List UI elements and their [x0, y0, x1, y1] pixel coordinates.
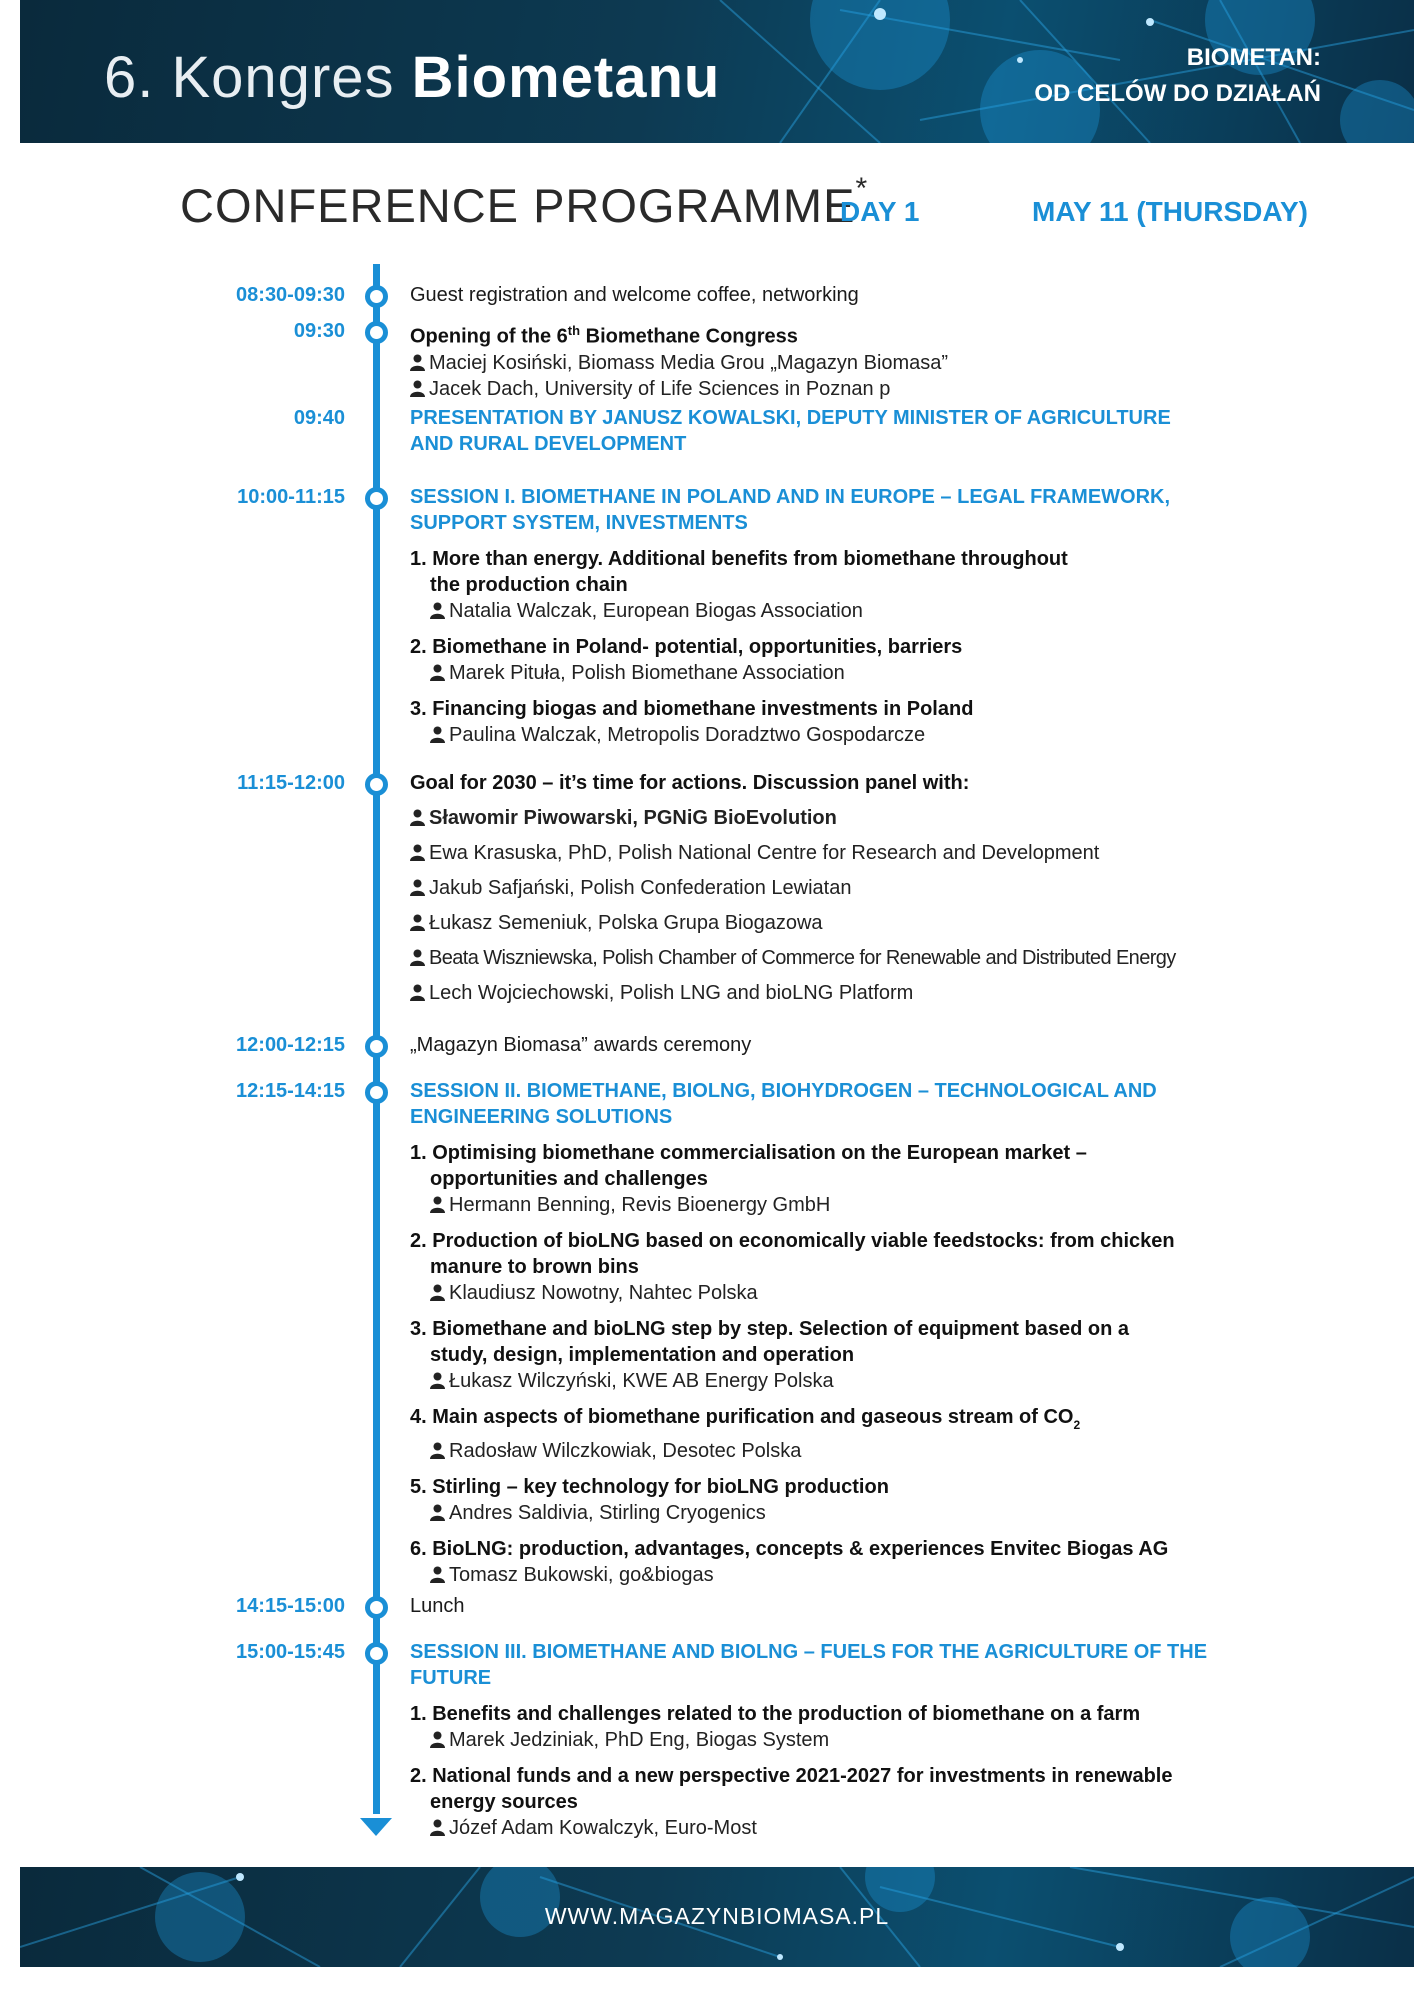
- day-label: DAY 1: [840, 196, 920, 227]
- ring-icon: [365, 1596, 388, 1619]
- person-icon: [430, 1196, 445, 1213]
- panelist: Lech Wojciechowski, Polish LNG and bioLNG Platform: [410, 980, 1310, 1006]
- speaker: Jacek Dach, University of Life Sciences in Poznan p: [410, 376, 1310, 402]
- person-icon: [430, 726, 445, 743]
- session-title: SESSION I. BIOMETHANE IN POLAND AND IN EUROPE – LEGAL FRAMEWORK, SUPPORT SYSTEM, INVESTMENTS: [410, 486, 1171, 534]
- time-label: 14:15-15:00: [236, 1595, 345, 1617]
- ring-icon: [365, 321, 388, 344]
- page-title: CONFERENCE PROGRAMME*: [180, 172, 869, 232]
- item-title: PRESENTATION BY JANUSZ KOWALSKI, DEPUTY MINISTER OF AGRICULTURE AND RURAL DEVELOPMENT: [410, 407, 1171, 455]
- speaker: Andres Saldivia, Stirling Cryogenics: [410, 1500, 1310, 1526]
- time-label: 09:40: [293, 407, 345, 429]
- speaker: Klaudiusz Nowotny, Nahtec Polska: [410, 1280, 1310, 1306]
- talk-item: 1. More than energy. Additional benefits from biomethane throughout the production chain Natalia Walczak, European Biogas Association: [410, 546, 1310, 624]
- time-label: 11:15-12:00: [237, 772, 345, 794]
- speaker: Józef Adam Kowalczyk, Euro-Most: [410, 1815, 1310, 1841]
- person-icon: [410, 949, 425, 966]
- ring-icon: [365, 773, 388, 796]
- ring-icon: [365, 1642, 388, 1665]
- ring-icon: [365, 285, 388, 308]
- person-icon: [410, 844, 425, 861]
- speaker: Paulina Walczak, Metropolis Doradztwo Gospodarcze: [410, 722, 1310, 748]
- time-label: 09:30: [293, 320, 345, 342]
- person-icon: [430, 1442, 445, 1459]
- talk-item: 1. Optimising biomethane commercialisation on the European market – opportunities and challenges Hermann Benning, Revis Bioenergy GmbH: [410, 1140, 1310, 1218]
- person-icon: [430, 664, 445, 681]
- speaker: Marek Jedziniak, PhD Eng, Biogas System: [410, 1727, 1310, 1753]
- person-icon: [430, 602, 445, 619]
- timeline-arrow-icon: [360, 1818, 392, 1836]
- panel-lead: Sławomir Piwowarski, PGNiG BioEvolution: [410, 805, 1310, 831]
- talk-item: 2. National funds and a new perspective 2021-2027 for investments in renewable energy sources Józef Adam Kowalczyk, Euro-Most: [410, 1763, 1310, 1841]
- speaker: Tomasz Bukowski, go&biogas: [410, 1562, 1310, 1588]
- item-title: Opening of the 6th Biomethane Congress: [410, 323, 798, 348]
- talk-item: 5. Stirling – key technology for bioLNG production Andres Saldivia, Stirling Cryogenics: [410, 1474, 1310, 1526]
- person-icon: [430, 1504, 445, 1521]
- time-label: 10:00-11:15: [237, 486, 345, 508]
- speaker: Hermann Benning, Revis Bioenergy GmbH: [410, 1192, 1310, 1218]
- panelist: Jakub Safjański, Polish Confederation Lewiatan: [410, 875, 1310, 901]
- person-icon: [410, 380, 425, 397]
- talk-item: 6. BioLNG: production, advantages, concepts & experiences Envitec Biogas AG Tomasz Bukowski, go&biogas: [410, 1536, 1310, 1588]
- speaker: Radosław Wilczkowiak, Desotec Polska: [410, 1438, 1310, 1464]
- talk-item: 1. Benefits and challenges related to the production of biomethane on a farm Marek Jedziniak, PhD Eng, Biogas System: [410, 1701, 1310, 1753]
- ring-icon: [365, 487, 388, 510]
- date-label: MAY 11 (THURSDAY): [1032, 196, 1308, 227]
- item-title: Goal for 2030 – it’s time for actions. Discussion panel with:: [410, 772, 970, 794]
- talk-item: 4. Main aspects of biomethane purification and gaseous stream of $CO_2$ Radosław Wilczkowiak, Desotec Polska: [410, 1404, 1310, 1464]
- session-title: SESSION III. BIOMETHANE AND BIOLNG – FUELS FOR THE AGRICULTURE OF THE FUTURE: [410, 1641, 1208, 1689]
- speaker: Marek Pituła, Polish Biomethane Association: [410, 660, 1310, 686]
- person-icon: [430, 1372, 445, 1389]
- person-icon: [410, 914, 425, 931]
- person-icon: [430, 1819, 445, 1836]
- slogan: BIOMETAN: OD CELÓW DO DZIAŁAŃ: [1034, 44, 1321, 107]
- time-label: 08:30-09:30: [236, 284, 345, 306]
- panelist: Ewa Krasuska, PhD, Polish National Centre for Research and Development: [410, 840, 1310, 866]
- speaker: Natalia Walczak, European Biogas Association: [410, 598, 1310, 624]
- item-text: „Magazyn Biomasa” awards ceremony: [410, 1034, 752, 1056]
- person-icon: [430, 1284, 445, 1301]
- panelist: Beata Wiszniewska, Polish Chamber of Commerce for Renewable and Distributed Energy: [410, 945, 1310, 971]
- person-icon: [410, 809, 425, 826]
- brand-title: 6. Kongres Biometanu: [104, 45, 721, 110]
- footer-url: WWW.MAGAZYNBIOMASA.PL: [544, 1903, 890, 1929]
- time-label: 12:15-14:15: [236, 1080, 345, 1102]
- talk-item: 2. Production of bioLNG based on economically viable feedstocks: from chicken manure to brown bins Klaudiusz Nowotny, Nahtec Polska: [410, 1228, 1310, 1306]
- talk-item: 3. Biomethane and bioLNG step by step. Selection of equipment based on a study, design, implementation and operation Łukasz Wilczyński, KWE AB Energy Polska: [410, 1316, 1310, 1394]
- person-icon: [430, 1731, 445, 1748]
- session-title: SESSION II. BIOMETHANE, BIOLNG, BIOHYDROGEN – TECHNOLOGICAL AND ENGINEERING SOLUTIONS: [410, 1080, 1157, 1128]
- panelist: Łukasz Semeniuk, Polska Grupa Biogazowa: [410, 910, 1310, 936]
- talk-item: 2. Biomethane in Poland- potential, opportunities, barriers Marek Pituła, Polish Biomethane Association: [410, 634, 1310, 686]
- time-label: 12:00-12:15: [236, 1034, 345, 1056]
- header-banner: [20, 0, 1414, 143]
- time-label: 15:00-15:45: [236, 1641, 345, 1663]
- item-text: Lunch: [410, 1595, 465, 1617]
- person-icon: [430, 1566, 445, 1583]
- talk-item: 3. Financing biogas and biomethane investments in Poland Paulina Walczak, Metropolis Doradztwo Gospodarcze: [410, 696, 1310, 748]
- item-text: Guest registration and welcome coffee, networking: [410, 284, 859, 306]
- person-icon: [410, 879, 425, 896]
- person-icon: [410, 354, 425, 371]
- speaker: Maciej Kosiński, Biomass Media Grou „Magazyn Biomasa”: [410, 350, 1310, 376]
- ring-icon: [365, 1081, 388, 1104]
- footer-banner: [20, 1867, 1414, 1967]
- ring-icon: [365, 1035, 388, 1058]
- speaker: Łukasz Wilczyński, KWE AB Energy Polska: [410, 1368, 1310, 1394]
- person-icon: [410, 984, 425, 1001]
